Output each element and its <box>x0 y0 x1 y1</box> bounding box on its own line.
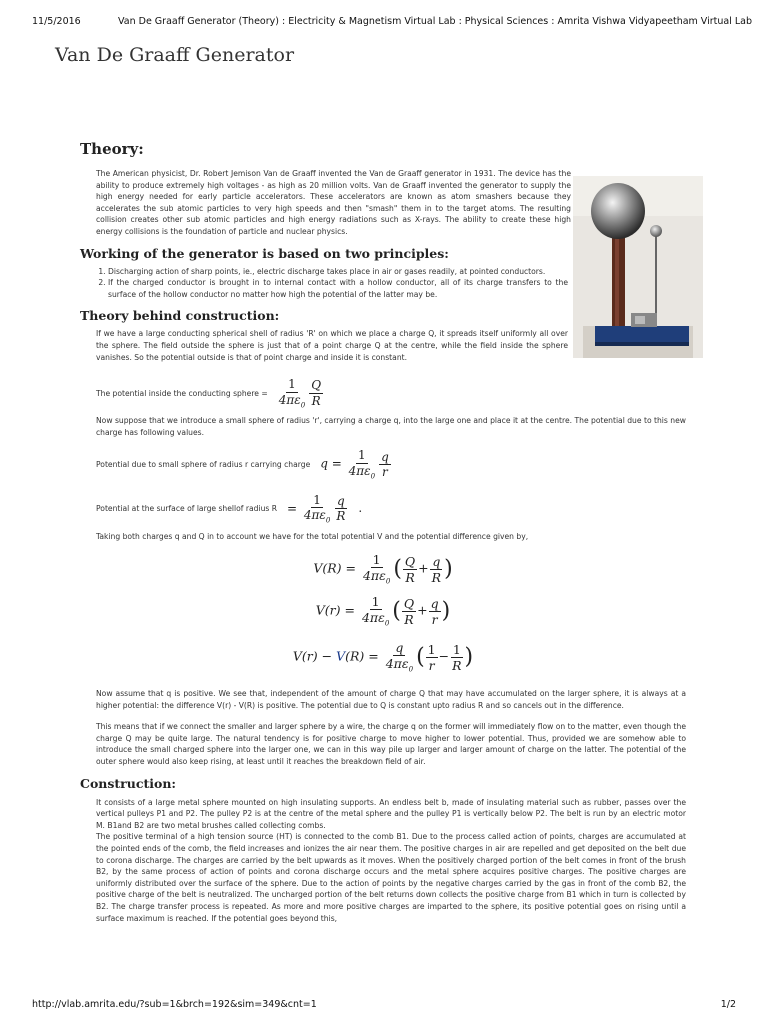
construction-theory-p3: Taking both charges q and Q in to account we have for the total potential V and the potential difference given by, <box>96 531 529 541</box>
list-item: 2. If the charged conductor is brought in to internal contact with a hollow conductor, all of its charge transfers to the surface of the hollow conductor no matter how high the potential of the latter may be. <box>108 277 568 300</box>
construction-theory-p4: Now assume that q is positive. We see that, independent of the amount of charge Q that may have accumulated on the larger sphere, it is always at a higher potential: the difference V(r) - V(R) is positive. The potential due to Q is constant upto radius R and so cancels out in the difference. <box>96 689 686 710</box>
principles-list <box>80 266 568 301</box>
page-title: Van De Graaff Generator <box>55 44 295 66</box>
equation-row-1 <box>96 377 686 409</box>
equation-large-shell: = $\frac{1}{4\pi\varepsilon_0}$ $\frac{q}{R}$ . <box>287 492 363 525</box>
equation-sphere-potential: $\frac{1}{4\pi\varepsilon_0}$ $\frac{Q}{R}$ <box>278 377 322 409</box>
working-heading: Working of the generator is based on two principles: <box>80 245 449 261</box>
equation-label: Potential at the surface of large shellof radius R <box>96 504 278 514</box>
theory-heading: Theory: <box>80 140 144 158</box>
equation-small-sphere: q = $\frac{1}{4\pi\varepsilon_0}$ $\frac{q}{r}$ <box>320 448 389 481</box>
equation-label: The potential inside the conducting sphere = <box>96 388 268 398</box>
construction-p1: It consists of a large metal sphere mounted on high insulating supports. An endless belt b, made of insulating material such as rubber, passes over the vertical pulleys P1 and P2. The pulley P2 is at the centre of the metal sphere and the pulley P1 is vertically below P2. The belt is run by an electric motor M. B1and B2 are two metal brushes called collecting combs. <box>96 797 686 830</box>
construction-theory-p2: Now suppose that we introduce a small sphere of radius 'r', carrying a charge q, into the large one and place it at the centre. The potential due to this new charge has following values. <box>96 416 686 437</box>
equation-label: Potential due to small sphere of radius r carrying charge <box>96 460 311 470</box>
theory-intro: The American physicist, Dr. Robert Jemison Van de Graaff invented the Van de Graaff generator in 1931. The device has the ability to produce extremely high voltages - as high as 20 million volts. Van de Graaff invented the generator to supply the high energy needed for early particle accelerators. These accelerators are known as atom smashers because they accelerates the sub atomic particles to very high speeds and then "smash" them in to the target atoms. The resulting collision creates other sub atomic particles and high energy radiations such as X-rays. The ability to create these high energy collisions is the foundation of particle and nuclear physics. <box>96 169 571 236</box>
page-number: 1/2 <box>720 999 736 1010</box>
construction-p2: The positive terminal of a high tension source (HT) is connected to the comb B1. Due to the process called action of points, charges are accumulated at the pointed ends of the comb, the field increases and ionizes the air near them. The positive charges in air are repelled and get deposited on the belt due to corona discharge. The charges are carried by the belt upwards as it moves. When the positively charged portion of the belt comes in front of the brush B2, by the same process of action of points and corona discharge occurs and the metal sphere acquires positive charges. The positive charges are uniformly distributed over the surface of the sphere. Due to the action of points by the negative charges carried by the gas in front of the comb B2, the positive charge of the belt is neutralized. The uncharged portion of the belt returns down collects the positive charge from B1 which in turn is collected by B2. The charge transfer process is repeated. As more and more positive charges are imparted to the sphere, its positive potential goes on rising until a surface maximum is reached. If the potential goes beyond this, <box>96 832 686 923</box>
equation-row-2 <box>96 448 686 480</box>
equation-total-potential-r: V(r) = $\frac{1}{4\pi\varepsilon_0}$ ( $\frac{Q}{R}$ + $\frac{q}{r}$ ) <box>315 594 451 628</box>
print-title: Van De Graaff Generator (Theory) : Electricity & Magnetism Virtual Lab : Physical Sciences : Amrita Vishwa Vidyapeetham Virtual Lab <box>118 16 753 27</box>
construction-theory-p5: This means that if we connect the smaller and larger sphere by a wire, the charge q on the former will immediately flow on to the matter, even though the charge Q may be quite large. The natural tendency is for positive charge to move higher to lower potential. Thus, provided we are somehow able to introduce the small charged sphere into the larger one, we can in this way pile up larger and larger amount of charge on the latter. The potential of the outer sphere would also keep rising, at least until it reaches the breakdown field of air. <box>96 722 686 767</box>
print-footer <box>32 999 736 1010</box>
construction-theory-p1: If we have a large conducting spherical shell of radius 'R' on which we place a charge Q, it spreads itself uniformly all over the sphere. The field outside the sphere is just that of a point charge Q at the centre, while the field inside the sphere vanishes. So the potential outside is that of point charge and inside it is constant. <box>96 329 568 362</box>
list-item: 1. Discharging action of sharp points, ie., electric discharge takes place in air or gases readily, at pointed conductors. <box>108 266 568 278</box>
construction-heading: Construction: <box>80 775 177 791</box>
equation-row-3 <box>96 493 686 525</box>
construction-theory-heading: Theory behind construction: <box>80 308 280 324</box>
equation-total-potential-R: V(R) = $\frac{1}{4\pi\varepsilon_0}$ ( $\frac{Q}{R}$ + $\frac{q}{R}$ ) <box>313 552 453 586</box>
equation-potential-difference: V(r) − V(R) = $\frac{q}{4\pi\varepsilon_0}$ ( $\frac{1}{r}$ − $\frac{1}{R}$ ) <box>292 640 474 674</box>
print-date: 11/5/2016 <box>32 16 81 27</box>
main-content <box>80 140 686 924</box>
print-url[interactable]: http://vlab.amrita.edu/?sub=1&brch=192&sim=349&cnt=1 <box>32 999 317 1010</box>
